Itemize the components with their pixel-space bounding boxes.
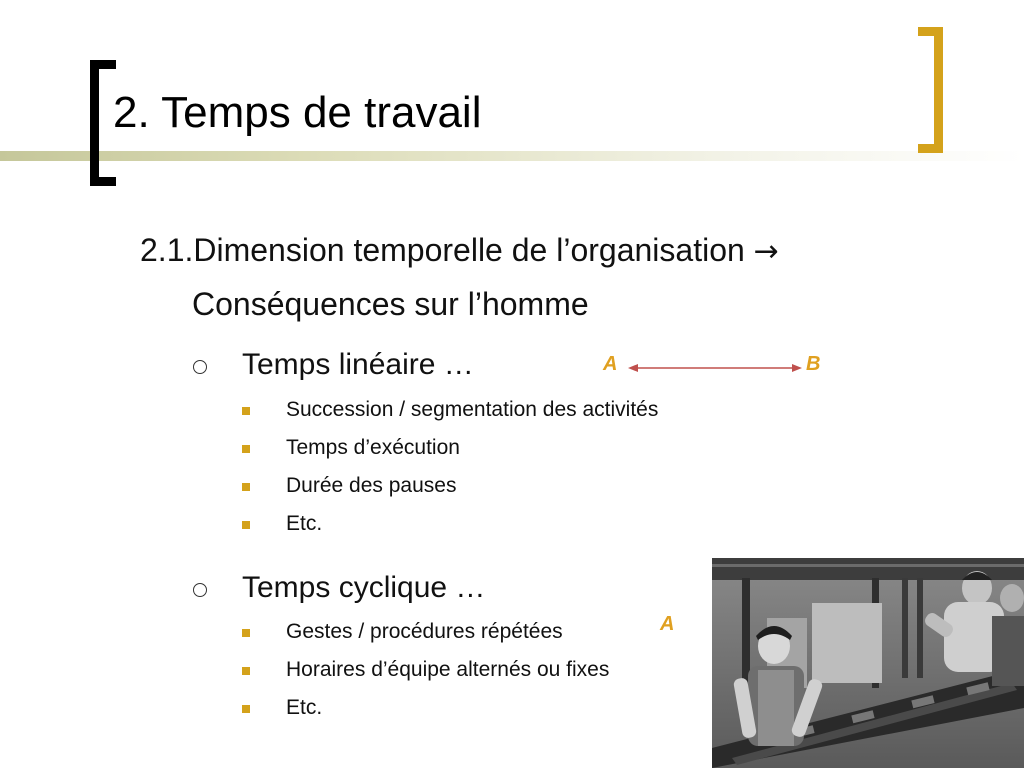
right-bracket (934, 27, 943, 153)
section-heading (140, 224, 960, 330)
square-bullet-icon (242, 667, 250, 675)
circle-bullet-icon (193, 583, 207, 597)
list-item: Gestes / procédures répétées (286, 620, 563, 643)
label-a-start: A (603, 353, 618, 375)
square-bullet-icon (242, 483, 250, 491)
slide-title: 2. Temps de travail (113, 88, 482, 137)
right-bracket-top (918, 27, 943, 36)
factory-workers-photo (712, 558, 1024, 768)
section-label-linear: Temps linéaire … (242, 348, 474, 381)
list-item: Horaires d’équipe alternés ou fixes (286, 658, 610, 681)
list-item: Durée des pauses (286, 474, 457, 497)
title-underline (0, 151, 1024, 161)
list-item: Etc. (286, 696, 323, 719)
right-arrow-icon: → (753, 234, 779, 269)
right-bracket-bottom (918, 144, 943, 153)
square-bullet-icon (242, 445, 250, 453)
square-bullet-icon (242, 629, 250, 637)
label-a-cyclic: A (660, 613, 675, 635)
label-b-end: B (806, 353, 821, 375)
square-bullet-icon (242, 407, 250, 415)
left-bracket-top (90, 60, 116, 69)
heading-line2: Conséquences sur l’homme (192, 286, 589, 322)
left-bracket (90, 60, 99, 186)
list-item: Etc. (286, 512, 323, 535)
double-arrow-icon (628, 360, 802, 376)
left-bracket-bottom (90, 177, 116, 186)
circle-bullet-icon (193, 360, 207, 374)
list-item: Temps d’exécution (286, 436, 460, 459)
heading-line1: 2.1.Dimension temporelle de l’organisation (140, 232, 754, 268)
section-label-cyclic: Temps cyclique … (242, 571, 486, 604)
square-bullet-icon (242, 521, 250, 529)
list-item: Succession / segmentation des activités (286, 398, 659, 421)
square-bullet-icon (242, 705, 250, 713)
